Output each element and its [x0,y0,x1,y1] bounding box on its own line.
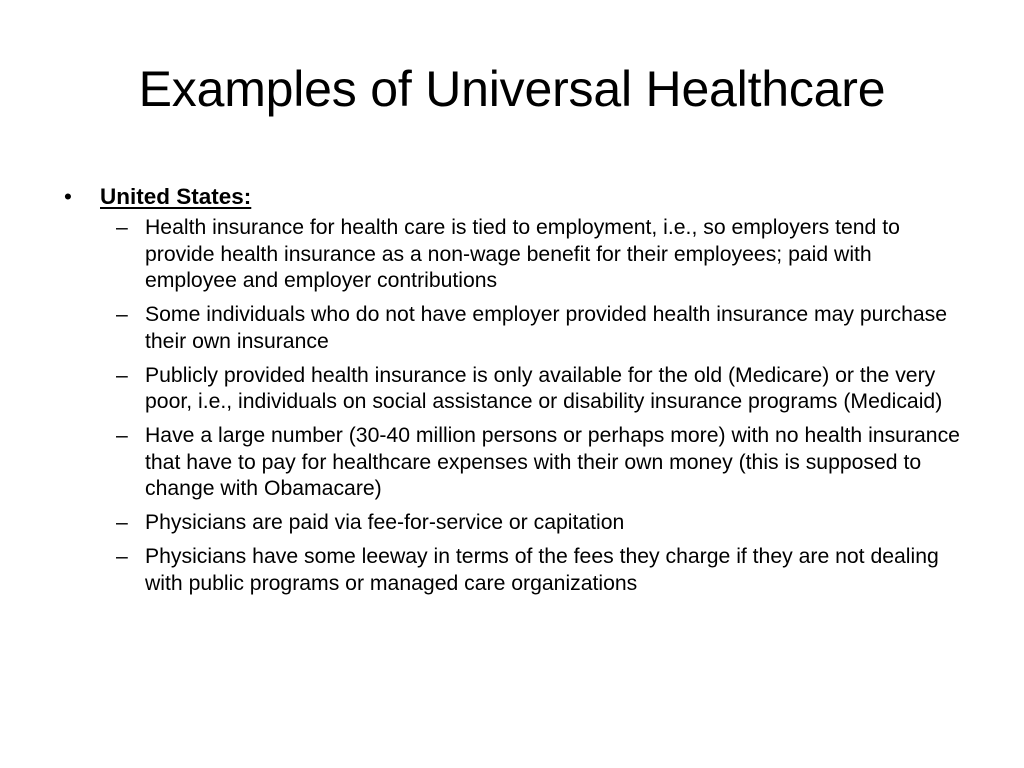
sub-bullet-text: Some individuals who do not have employer provided health insurance may purchase their own insurance [145,303,948,353]
slide-content [64,181,974,605]
dash-icon: – [116,363,128,387]
dash-icon: – [116,424,128,447]
sub-bullet-text: Have a large number (30-40 million persons or perhaps more) with no health insurance that have to pay for healthcare expenses with their own money (this is supposed to change with Obamacare) [145,424,960,500]
sub-bullet-6 [64,544,965,597]
dash-icon: – [116,545,128,568]
sub-bullet-text: Health insurance for health care is tied to employment, i.e., so employers tend to provide health insurance as a non-wage benefit for their employees; paid with employee and employer contributions [145,216,900,292]
sub-bullet-4 [64,423,965,503]
sub-bullet-text: Publicly provided health insurance is only available for the old (Medicare) or the very poor, i.e., individuals on social assistance or disability insurance programs (Medicaid) [145,363,943,413]
sub-bullet-text: Physicians are paid via fee-for-service or capitation [145,511,625,534]
bullet-united-states [64,181,974,213]
dash-icon: – [116,303,128,326]
dash-icon: – [116,511,128,534]
sub-bullet-1 [64,215,965,295]
section-heading: United States: [100,184,252,209]
sub-bullet-5 [64,510,965,537]
slide-title: Examples of Universal Healthcare [138,61,886,117]
bullet-icon: • [64,184,72,209]
sub-bullet-3 [64,363,965,416]
sub-bullet-text: Physicians have some leeway in terms of the fees they charge if they are not dealing with public programs or managed care organizations [145,545,939,595]
sub-bullet-2 [64,302,965,355]
dash-icon: – [116,216,128,239]
